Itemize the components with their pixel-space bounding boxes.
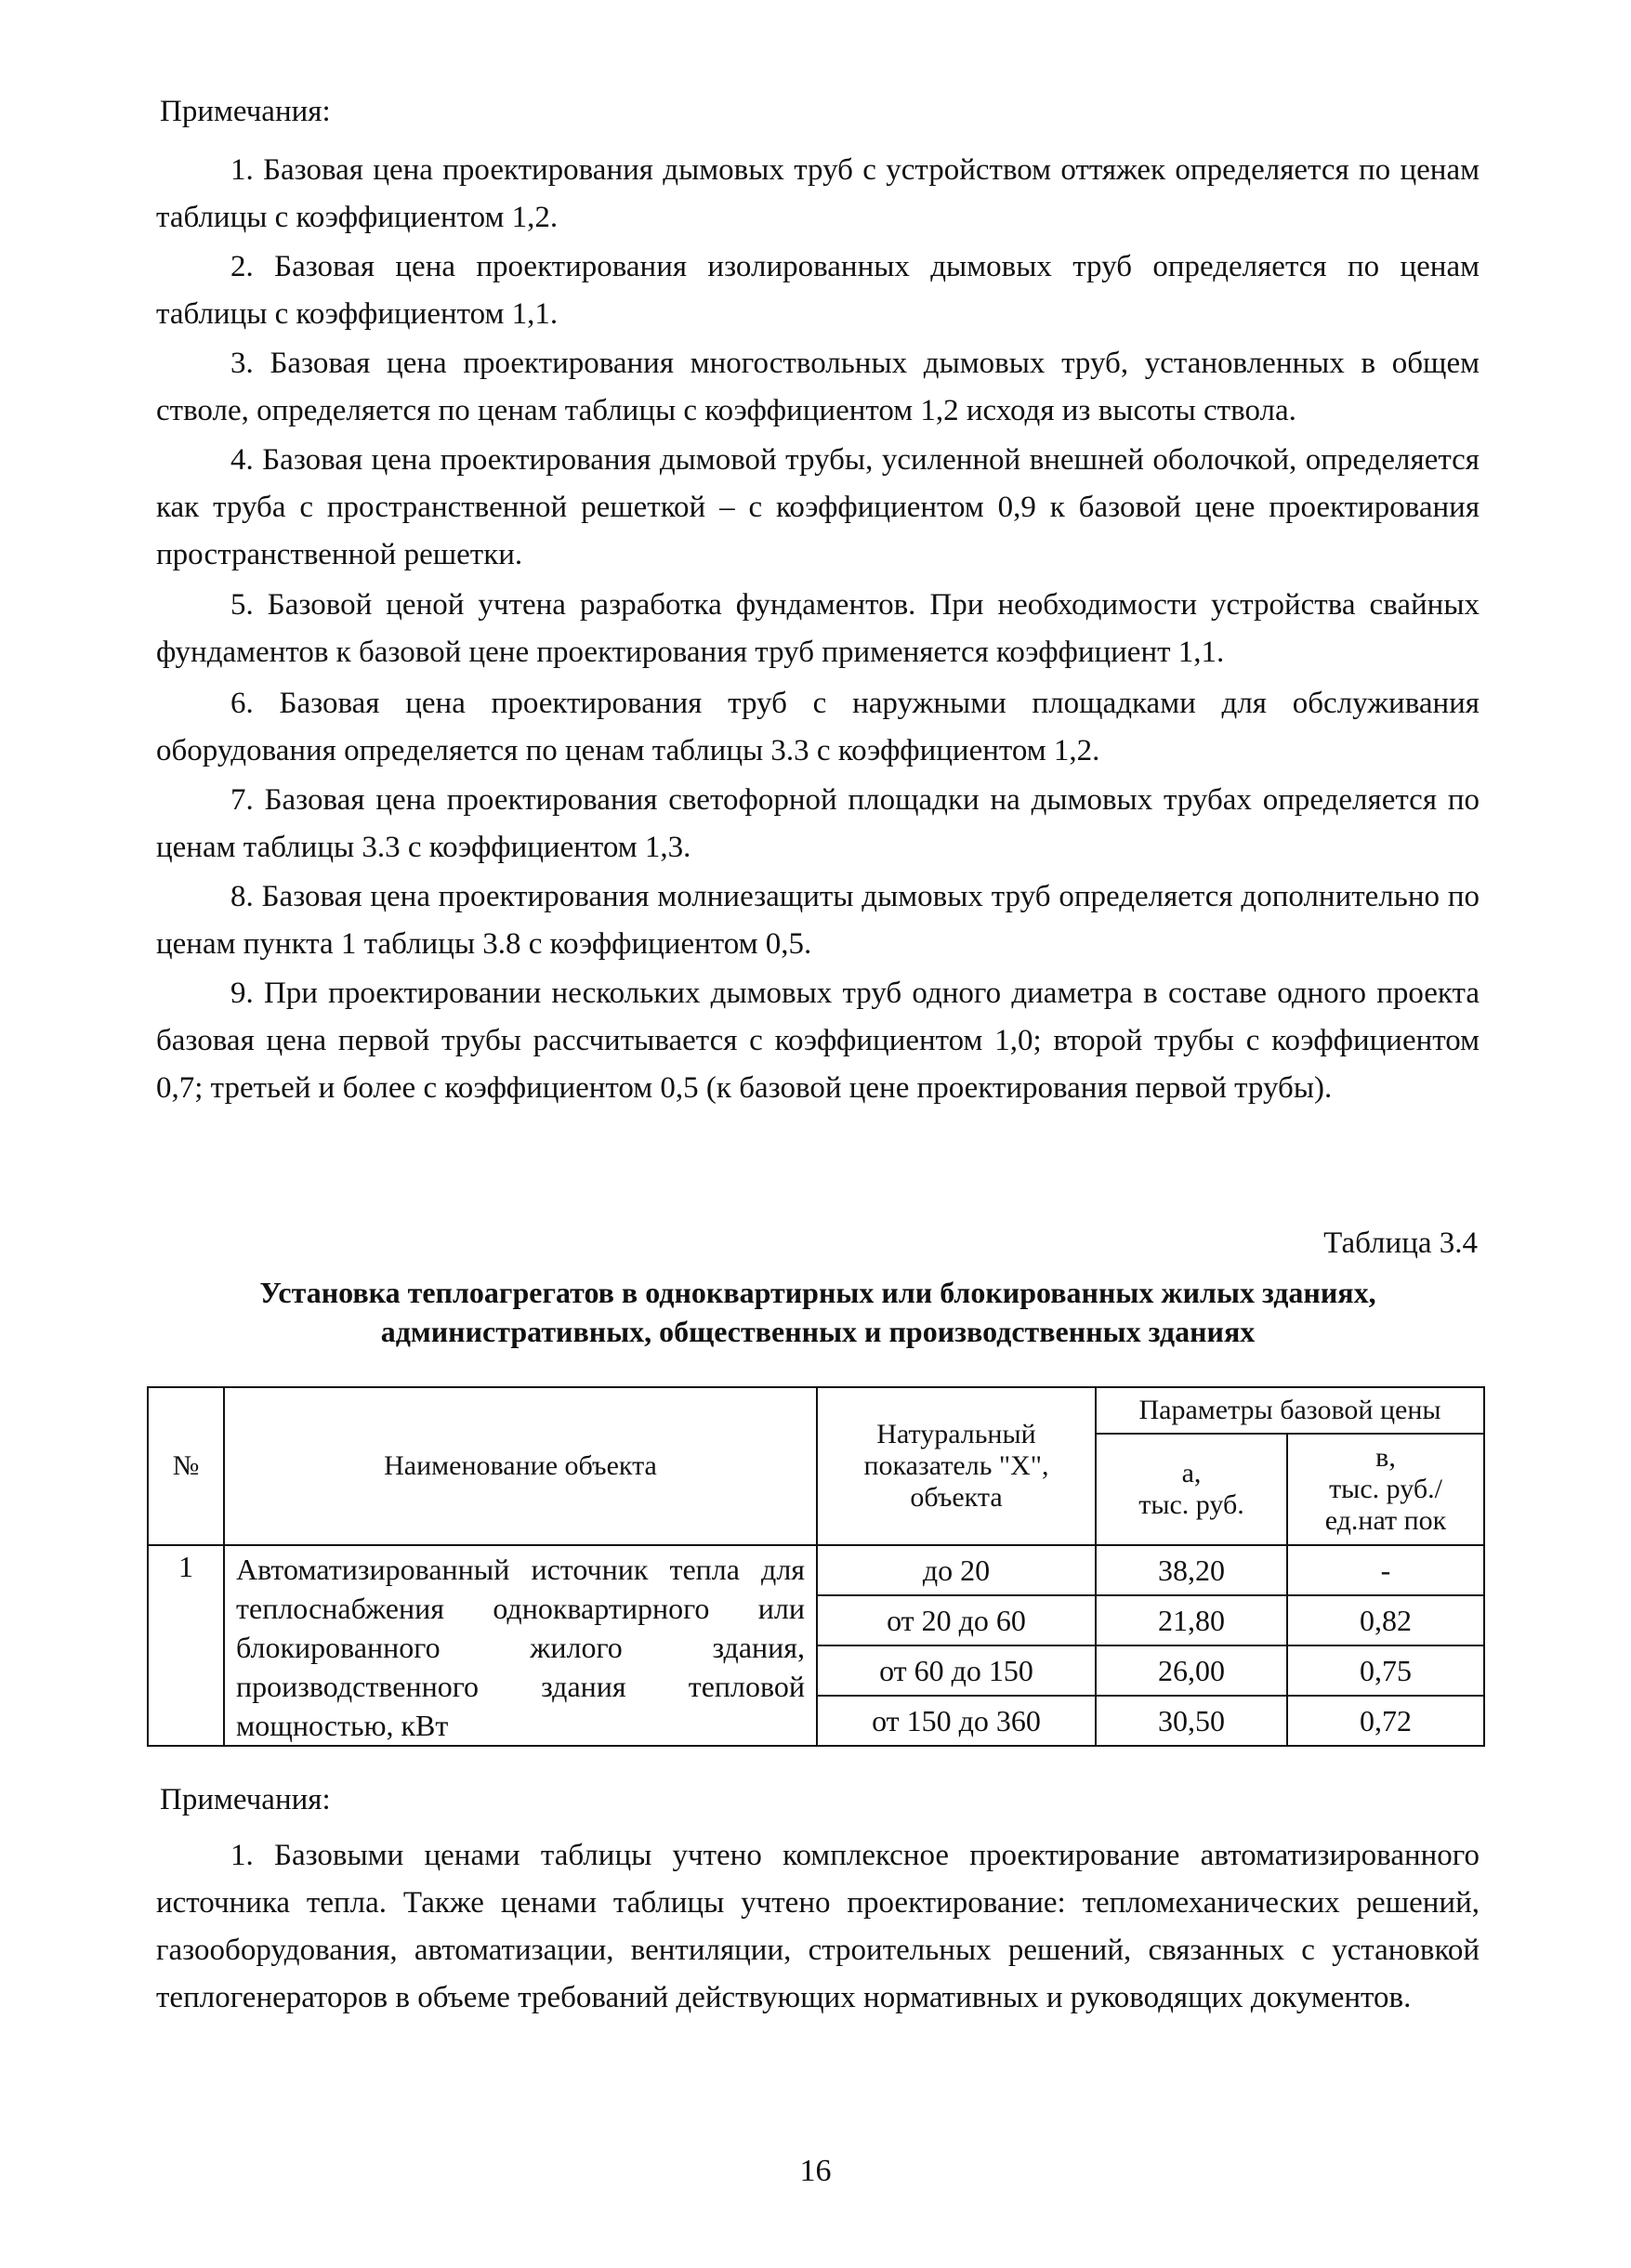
table-title-line-2: административных, общественных и производственных зданиях [380,1315,1256,1348]
range-x-3: от 60 до 150 [817,1645,1096,1696]
header-params: Параметры базовой цены [1096,1387,1484,1434]
note-top-6: 6. Базовая цена проектирования труб с наружными площадками для обслуживания оборудования определяется по ценам таблицы 3.3 с коэффициентом 1,2. [156,687,1480,767]
note-top-9: 9. При проектировании нескольких дымовых труб одного диаметра в составе одного проекта базовая цена первой трубы рассчитывается с коэффициентом 1,0; второй трубы с коэффициентом 0,7; третьей и более с коэффициентом 0,5 (к базовой цене проектирования первой трубы). [156,977,1480,1105]
table-title [156,1273,1480,1351]
header-natural [817,1387,1096,1545]
header-no: № [148,1387,224,1545]
notes-heading-bottom: Примечания: [160,1783,331,1816]
header-b-line-3: ед.нат пок [1324,1505,1447,1536]
range-x-1: до 20 [817,1545,1096,1595]
header-b [1287,1434,1484,1545]
note-top-5: 5. Базовой ценой учтена разработка фундаментов. При необходимости устройства свайных фундаментов к базовой цене проектирования труб применяется коэффициент 1,1. [156,588,1480,669]
header-natural-line-3: объекта [910,1482,1003,1513]
note-bottom-1: 1. Базовыми ценами таблицы учтено комплексное проектирование автоматизированного источника тепла. Также ценами таблицы учтено проектирование: тепломеханических решений, газооборудования, автоматизации, вентиляции, строительных решений, связанных с установкой теплогенераторов в объеме требований действующих нормативных и руководящих документов. [156,1839,1480,2014]
header-b-line-1: в, [1375,1442,1396,1473]
notes-heading-top: Примечания: [160,95,331,128]
note-top-2: 2. Базовая цена проектирования изолированных дымовых труб определяется по ценам таблицы с коэффициентом 1,1. [156,250,1480,331]
row-name: Автоматизированный источник тепла для теплоснабжения одноквартирного или блокированного жилого здания, производственного здания тепловой мощностью, кВт [224,1545,817,1746]
range-b-3: 0,75 [1287,1645,1484,1696]
table-title-line-1: Установка теплоагрегатов в одноквартирных или блокированных жилых зданиях, [259,1276,1376,1309]
range-b-1: - [1287,1545,1484,1595]
range-x-2: от 20 до 60 [817,1595,1096,1645]
range-b-4: 0,72 [1287,1696,1484,1746]
range-a-1: 38,20 [1096,1545,1287,1595]
row-no: 1 [148,1545,224,1746]
range-b-2: 0,82 [1287,1595,1484,1645]
header-a-line-2: тыс. руб. [1138,1489,1244,1520]
note-top-8: 8. Базовая цена проектирования молниезащиты дымовых труб определяется дополнительно по ценам пункта 1 таблицы 3.8 с коэффициентом 0,5. [156,880,1480,961]
header-natural-line-1: Натуральный [876,1419,1036,1449]
note-top-4: 4. Базовая цена проектирования дымовой трубы, усиленной внешней оболочкой, определяется как труба с пространственной решеткой – с коэффициентом 0,9 к базовой цене проектирования пространственной решетки. [156,443,1480,571]
header-a-line-1: а, [1181,1458,1202,1488]
range-a-3: 26,00 [1096,1645,1287,1696]
price-table [147,1386,1485,1747]
range-a-4: 30,50 [1096,1696,1287,1746]
table-row [148,1545,1484,1595]
page-number: 16 [799,2154,832,2188]
header-natural-line-2: показатель "Х", [863,1450,1049,1481]
header-b-line-2: тыс. руб./ [1329,1474,1442,1504]
range-a-2: 21,80 [1096,1595,1287,1645]
note-top-3: 3. Базовая цена проектирования многоствольных дымовых труб, установленных в общем стволе, определяется по ценам таблицы с коэффициентом 1,2 исходя из высоты ствола. [156,347,1480,427]
header-name: Наименование объекта [224,1387,817,1545]
range-x-4: от 150 до 360 [817,1696,1096,1746]
note-top-1: 1. Базовая цена проектирования дымовых труб с устройством оттяжек определяется по ценам таблицы с коэффициентом 1,2. [156,153,1480,234]
table-label: Таблица 3.4 [1323,1226,1478,1260]
header-a [1096,1434,1287,1545]
note-top-7: 7. Базовая цена проектирования светофорной площадки на дымовых трубах определяется по ценам таблицы 3.3 с коэффициентом 1,3. [156,783,1480,864]
